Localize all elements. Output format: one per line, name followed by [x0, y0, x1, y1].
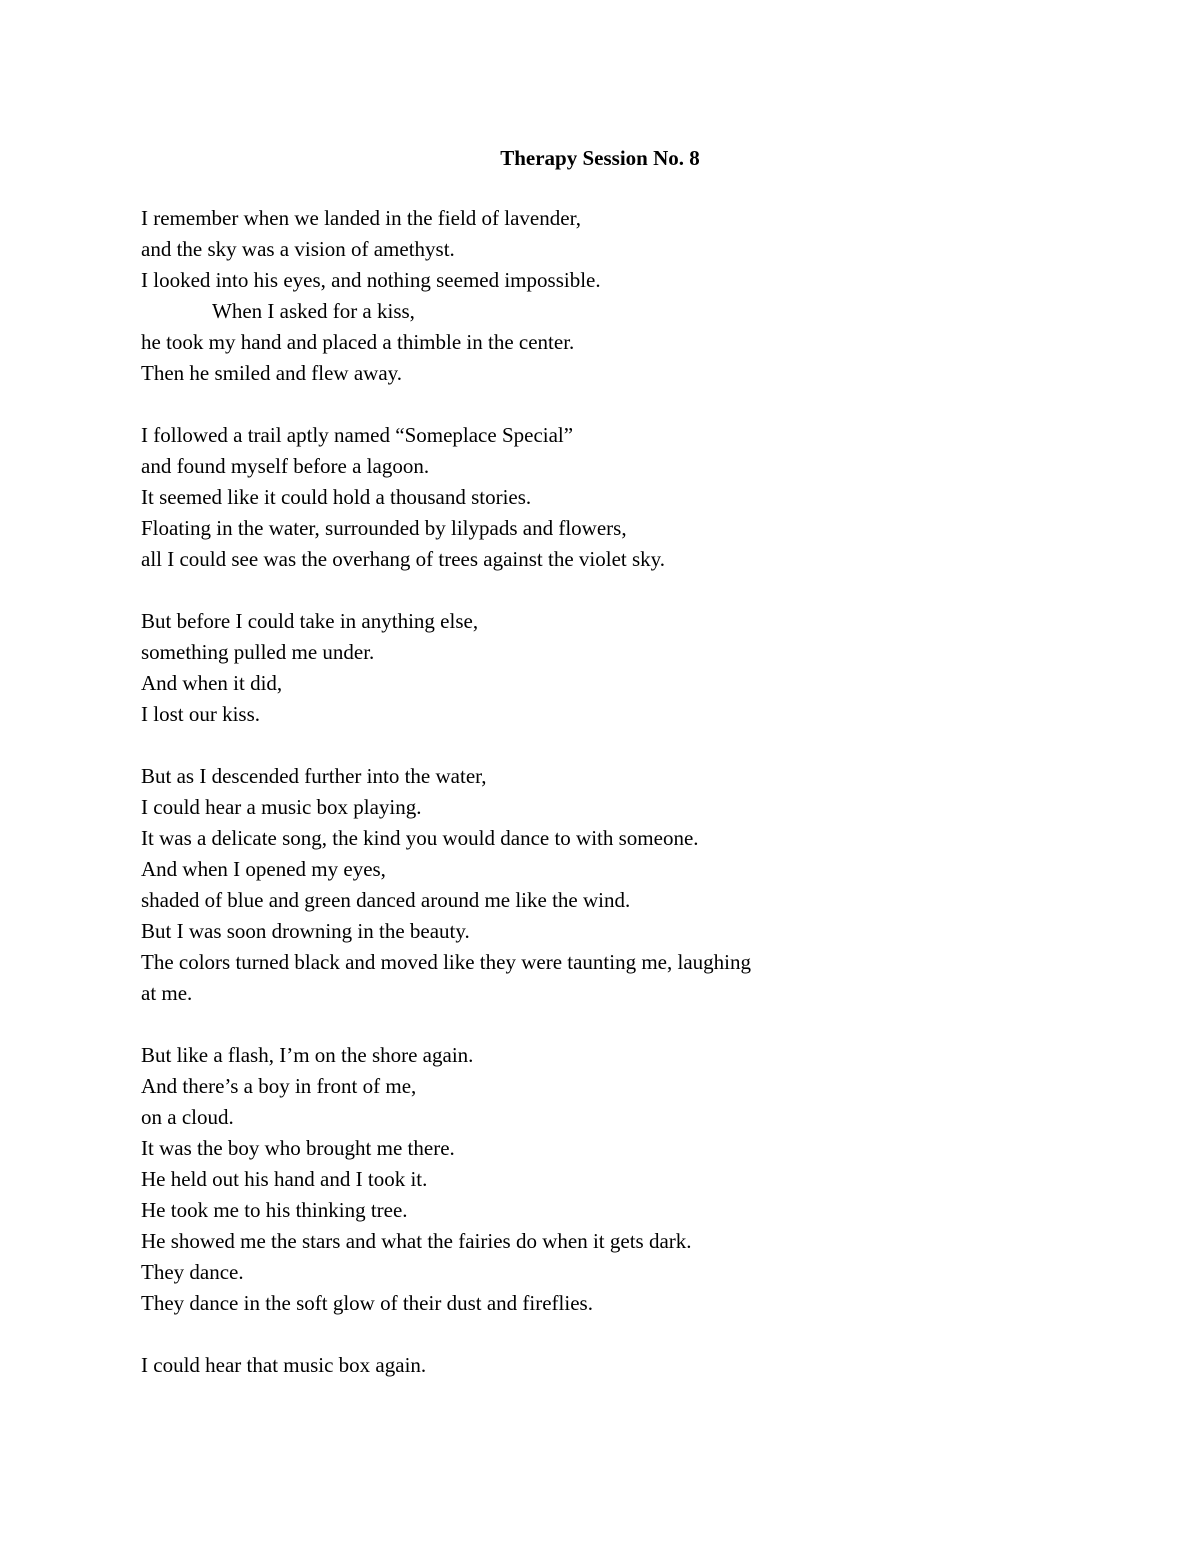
poem-line: But like a flash, I’m on the shore again.	[141, 1043, 474, 1067]
poem-line: I remember when we landed in the field of lavender,	[141, 206, 581, 230]
poem-line: And when it did,	[141, 671, 283, 695]
poem-line: The colors turned black and moved like they were taunting me, laughing	[141, 950, 751, 974]
poem-line: Floating in the water, surrounded by lilypads and flowers,	[141, 516, 627, 540]
stanza-5	[141, 1040, 1141, 1319]
poem-line: shaded of blue and green danced around me like the wind.	[141, 888, 631, 912]
poem-line: I looked into his eyes, and nothing seemed impossible.	[141, 268, 601, 292]
poem-line: He took me to his thinking tree.	[141, 1198, 408, 1222]
poem-line: And there’s a boy in front of me,	[141, 1074, 417, 1098]
poem-line: It was a delicate song, the kind you would dance to with someone.	[141, 826, 699, 850]
poem-line: and the sky was a vision of amethyst.	[141, 237, 455, 261]
poem-line: Then he smiled and flew away.	[141, 361, 403, 385]
poem-line: But before I could take in anything else,	[141, 609, 479, 633]
poem-line-indented: When I asked for a kiss,	[212, 299, 415, 323]
poem-line: He showed me the stars and what the fairies do when it gets dark.	[141, 1229, 692, 1253]
poem-line: I lost our kiss.	[141, 702, 261, 726]
stanza-1	[141, 203, 1141, 389]
poem-line: at me.	[141, 981, 193, 1005]
poem-line: They dance.	[141, 1260, 244, 1284]
stanza-3	[141, 606, 1141, 730]
poem-line: all I could see was the overhang of trees against the violet sky.	[141, 547, 666, 571]
poem-line: I could hear a music box playing.	[141, 795, 422, 819]
stanza-6	[141, 1350, 1141, 1381]
poem-line: I could hear that music box again.	[141, 1353, 427, 1377]
poem-line: But I was soon drowning in the beauty.	[141, 919, 470, 943]
poem-line: But as I descended further into the water,	[141, 764, 487, 788]
stanza-2	[141, 420, 1141, 575]
poem-title: Therapy Session No. 8	[500, 146, 700, 170]
poem-line: something pulled me under.	[141, 640, 375, 664]
poem-line: he took my hand and placed a thimble in the center.	[141, 330, 575, 354]
poem-line: It was the boy who brought me there.	[141, 1136, 455, 1160]
poem-line: I followed a trail aptly named “Someplace Special”	[141, 423, 574, 447]
poem-line: And when I opened my eyes,	[141, 857, 386, 881]
poem-line: He held out his hand and I took it.	[141, 1167, 428, 1191]
stanza-4	[141, 761, 1141, 1009]
poem-body	[141, 203, 1141, 1412]
poem-line: It seemed like it could hold a thousand stories.	[141, 485, 532, 509]
poem-line: They dance in the soft glow of their dust and fireflies.	[141, 1291, 593, 1315]
poem-line: and found myself before a lagoon.	[141, 454, 430, 478]
poem-line: on a cloud.	[141, 1105, 234, 1129]
